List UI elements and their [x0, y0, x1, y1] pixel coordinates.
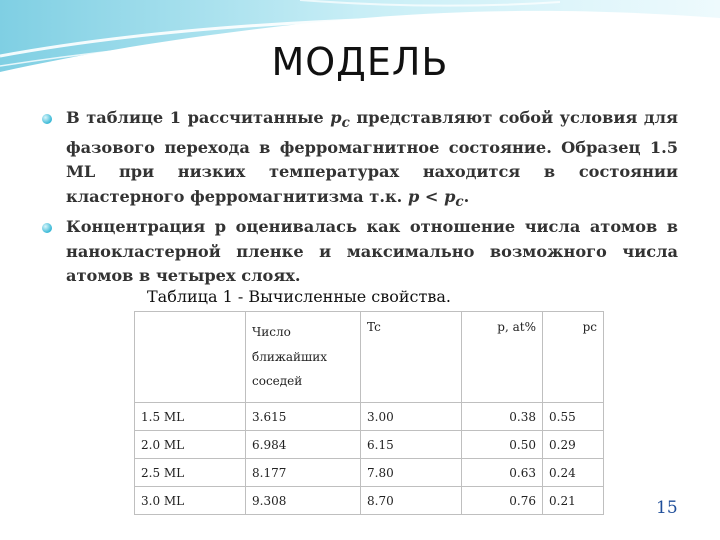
- table-cell: 0.29: [543, 431, 604, 459]
- table-cell: 2.0 ML: [135, 431, 246, 459]
- math-var: p: [330, 108, 342, 127]
- table-cell: 8.177: [246, 459, 361, 487]
- table-cell: 0.21: [543, 487, 604, 515]
- table-cell: 9.308: [246, 487, 361, 515]
- table-row: [135, 403, 604, 431]
- table-cell: 0.50: [462, 431, 543, 459]
- table-cell: 3.615: [246, 403, 361, 431]
- bullet-item: [42, 215, 678, 289]
- header-cell: [135, 312, 246, 403]
- bullet-text: Концентрация p оценивалась как отношение числа атомов в нанокластерной пленке и максимально возможного числа атомов в четырех слоях.: [66, 217, 678, 286]
- properties-table: [134, 311, 604, 515]
- table-cell: 6.15: [361, 431, 462, 459]
- math-subscript: c: [341, 115, 350, 132]
- bullet-item: [42, 106, 678, 214]
- header-cell: pc: [543, 312, 604, 403]
- bullet-text-part: представляют собой условия для фазового перехода в ферромагнитное состояние. Образец 1.5 ML при низких температурах находится в состоянии кластерного ферромагнитизма т.к.: [66, 108, 678, 206]
- page-number: 15: [656, 498, 678, 518]
- bullet-text-part: В таблице 1 рассчитанные: [66, 108, 331, 127]
- bullet-list: [42, 106, 678, 290]
- table-header-row: [135, 312, 604, 403]
- table-cell: 3.0 ML: [135, 487, 246, 515]
- header-cell: Tc: [361, 312, 462, 403]
- bullet-icon: [42, 114, 52, 124]
- table-cell: 6.984: [246, 431, 361, 459]
- bullet-text-part: .: [463, 186, 470, 206]
- table-row: [135, 459, 604, 487]
- math-var: p < p: [407, 186, 456, 206]
- table-cell: 0.55: [543, 403, 604, 431]
- table-cell: 0.38: [462, 403, 543, 431]
- header-neighbors: Число ближайших соседей: [252, 325, 327, 388]
- table-caption: Таблица 1 - Вычисленные свойства.: [147, 287, 451, 306]
- slide-title: МОДЕЛЬ: [271, 40, 449, 84]
- table-cell: 2.5 ML: [135, 459, 246, 487]
- table-cell: 1.5 ML: [135, 403, 246, 431]
- table-cell: 3.00: [361, 403, 462, 431]
- math-symbol: [330, 108, 350, 132]
- table-cell: 8.70: [361, 487, 462, 515]
- math-subscript: c: [455, 193, 464, 210]
- table-cell: 0.24: [543, 459, 604, 487]
- table-row: [135, 431, 604, 459]
- table-cell: 7.80: [361, 459, 462, 487]
- table-cell: 0.63: [462, 459, 543, 487]
- table-row: [135, 487, 604, 515]
- bullet-icon: [42, 223, 52, 233]
- math-inequality: [407, 186, 464, 210]
- header-cell: p, at%: [462, 312, 543, 403]
- header-cell: [246, 312, 361, 403]
- table-cell: 0.76: [462, 487, 543, 515]
